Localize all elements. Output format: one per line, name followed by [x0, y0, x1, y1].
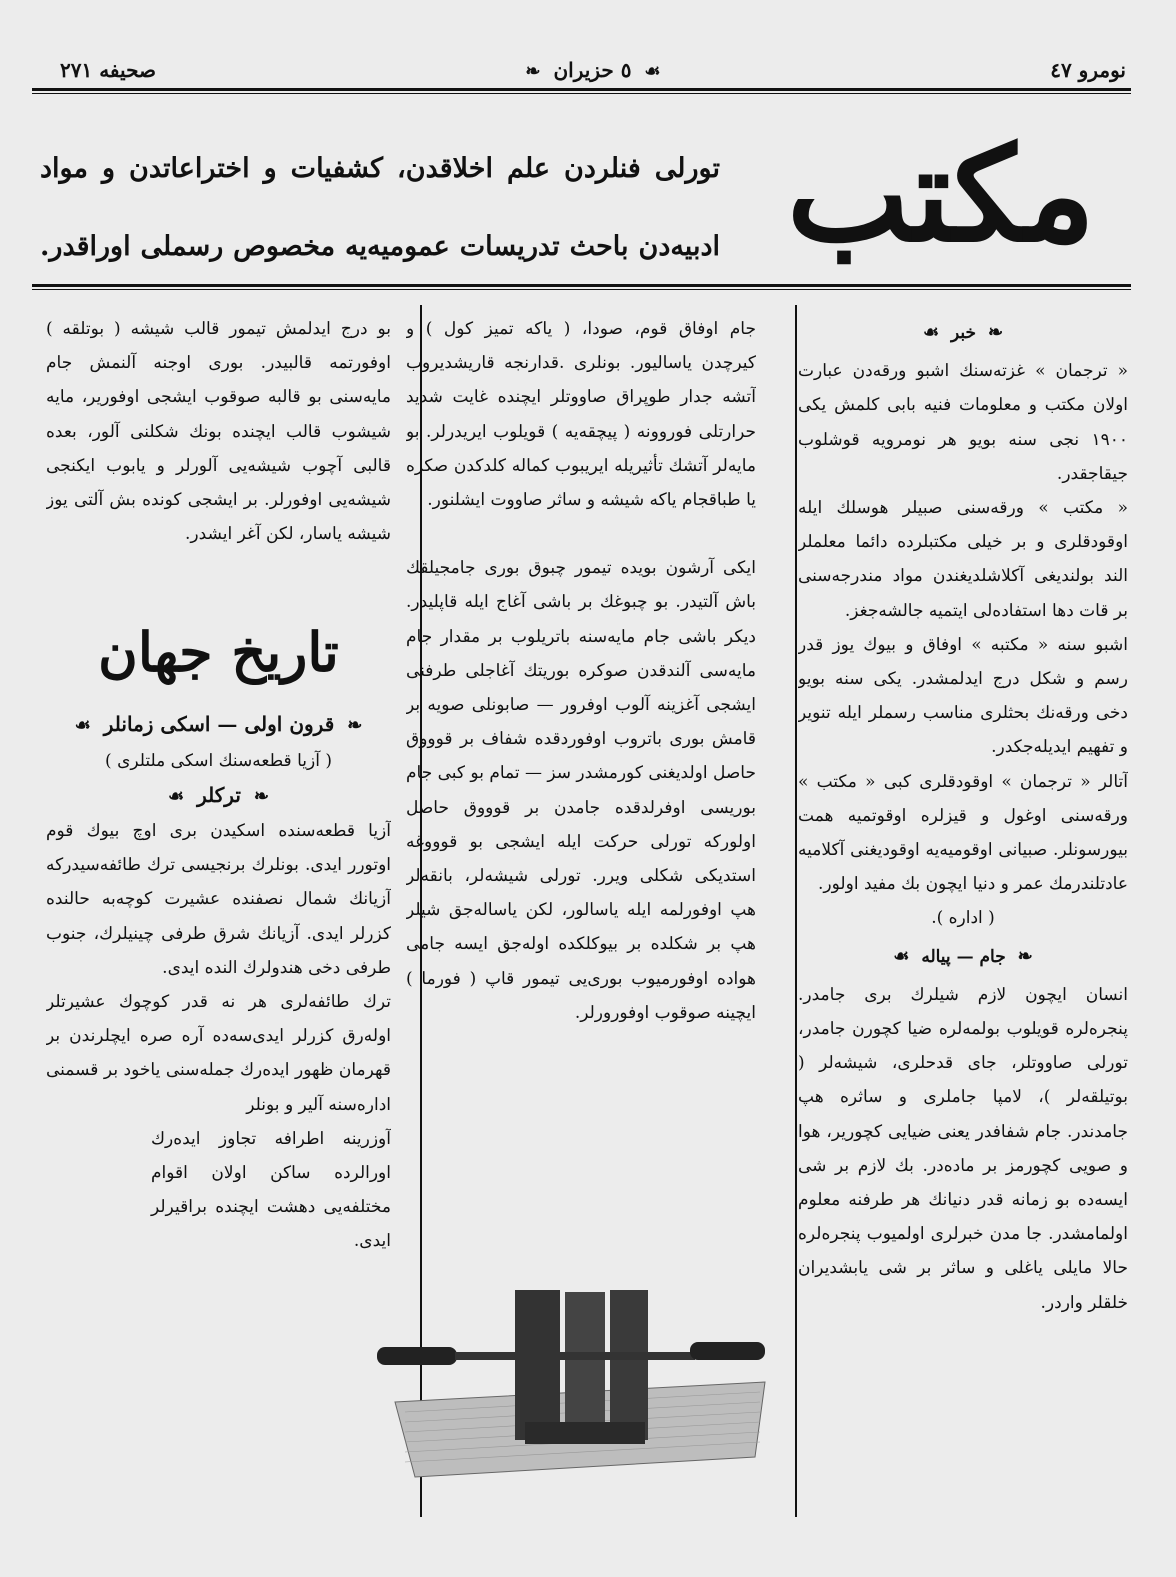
ornament-icon: ☙ [74, 715, 91, 737]
section-title-tarih: تاريخ جهان [98, 620, 339, 685]
page-number: صحيفه ٢٧١ [60, 58, 156, 82]
paragraph: آزيا قطعه‌سنده اسكيدن برى اوچ بيوك قوم اوتورر ايدى. بونلرك برنجيسى ترك طائفه‌سيدركه آزيانك شمال نصفنده عشيرت كوچه‌به حالنده كزرلر ايدى. آزيانك شرق طرفى چينيلرك، جنوب طرفى دخى هندولرك النده ايدى. [46, 821, 391, 978]
glass-heading: ❧ جام — پياله ☙ [893, 945, 1033, 967]
paragraph: بو درج ايدلمش تيمور قالب شيشه ( بوتلقه ) اوفورتمه قالبيدر. بورى اوجنه آلنمش جام مايه‌سنى بو قالبه صوقوب ايشجى اوفورير، مايه شيشوب قالب ايچنده بونك شكلنى آلور، بعده قالبى آچوب شيشه‌يى آلورلر و يابوب ايكنجى شيشه‌يى اوفورلر. بر ايشجى كونده بش آلتى يوز شيشه ياسار، لكن آغر ايشدر. [46, 319, 391, 545]
ornament-icon: ❧ [525, 61, 541, 82]
ornament-icon: ☙ [644, 61, 661, 82]
subheading: ❧ قرون اولى — اسكى زمانلر ☙ [74, 712, 363, 737]
paragraph: « مكتب » ورقه‌سنى صبيلر هوسلك ايله اوقودقلرى و بر خيلى مكتبلرده دائما معلملر الند بولنديغى آكلاشلديغندن مواد مندرجه‌سنى بر قات دها استفاده‌لى ايتميه جالشه‌جغز. [798, 498, 1128, 621]
paragraph: انسان ايچون لازم شيلرك برى جامدر. پنجره‌لره قويلوب بولمه‌لره ضيا كچورن جامدر، تورلى صاووتلر، جاى قدحلرى، شيشه‌لر ( بوتيلقه‌لر )، لامپا جاملرى و ساثره هپ جامدندر. جام شفافدر يعنى ضيايى كچورير، هوا و صويى كچورمز بر ماده‌در. بك لازم بر شى ايسه‌ده بو زمانه قدر دنيانك هر طرفنه معلوم اولمامشدر. جا مدن خبرلرى اولميوب پنجره‌لره حالا مايلى ياغلى و ساثر بر شى يابشديران خلقلر واردر. [798, 984, 1128, 1313]
masthead-description: تورلى فنلردن علم اخلاقدن، كشفيات و اختراعاتدن و مواد ادبيه‌دن باحث تدريسات عموميه‌يه مخصوص رسملى اوراقدر. [40, 153, 720, 262]
ornament-icon: ❧ [253, 785, 269, 807]
column-divider [795, 305, 797, 1517]
masthead-title: مكتب [786, 118, 1096, 271]
paragraph: آتالر « ترجمان » اوقودقلرى كبى « مكتب » ورقه‌سنى اوغول و قيزلره اوقوتميه همت بيورسونلر. صبيانى اوقوميه‌يه اوقوديغنى آكلاميه عادتلندرمك عمر و دنيا ايچون بك مفيد اولور. [798, 771, 1128, 895]
ornament-icon: ❧ [987, 322, 1004, 343]
signature: ( اداره ). [931, 908, 995, 929]
date-text: ٥ حزيران [553, 58, 632, 82]
masthead-rule [32, 284, 1131, 290]
paragraph: جام اوفاق قوم، صودا، ( ياكه تميز كول ) و كيرچدن ياساليور. بونلرى .قدارنجه قاريشديروب آتشه جدار طوپراق صاووتلر ايچنده غايت شديد حرارتلى فوروونه ( پيچقه‌يه ) قويلوب ايريدرلر. بو مايه‌لر آتشك تأثيريله ايريبوب كماله كلدكدن صكره يا طباقجام ياكه شيشه و ساثر صاووت ايشلنور. [406, 319, 756, 511]
paragraph: « ترجمان » غزته‌سنك اشبو ورقه‌دن عبارت اولان مكتب و معلومات فنيه بابى كلمش يكى ١٩٠٠ نجى سنه بويو هر نومرويه قوشلوب جيقاجقدر. [798, 361, 1128, 484]
column-middle [406, 312, 756, 1277]
glass-blowing-mold-illustration [375, 1282, 770, 1482]
page-header [60, 52, 1126, 92]
subheading-note: ( آزيا قطعه‌سنك اسكى ملتلرى ) [105, 750, 332, 771]
subheading-turks: ❧ تركلر ☙ [168, 782, 269, 807]
ornament-icon: ☙ [893, 945, 910, 967]
ornament-icon: ❧ [347, 715, 363, 737]
paragraph: ايكى آرشون بويده تيمور چبوق بورى جامجيلقك باش آلتيدر. بو چبوغك بر باشى آغاج ايله قاپليدر. ديكر باشى جام مايه‌سنه باتريلوب بر مقدار جام مايه‌سى آلندقدن صوكره بوريتك آغاجلى طرفنى ايشجى آغزينه آلوب اوفرور — صابونلى صويه بر قامش بورى باتروب اوفوردقده شفاف بر قوووق حاصل اولديغنى كورمشدر سز — تمام بو كبى جام بوريسى اوفرلدقده جامدن بر قوووق حاصل اولوركه تورلى حركت ايله ايشجى بو قوووغه استديكى شكلى ويرر. تورلى شيشه‌لر، بانقه‌لر هپ اوفورلمه ايله ياسالور، لكن ياساله‌جق شيلر هپ بر شكلده بر بيوكلكده اوله‌جق ايسه جامى هواده اوفورميوب بورى‌يى تيمور قاپ ( فورما ) ايچينه صوقوب اوفورورلر. [406, 558, 756, 1023]
paragraph: اشبو سنه « مكتبه » اوفاق و بيوك يوز قدر رسم و شكل درج ايدلمشدر. يكى سنه بويو دخى ورقه‌نك بحثلرى مناسب رسملر ايله تنوير و تفهيم ايديله‌جكدر. [798, 634, 1128, 758]
issue-number: نومرو ٤٧ [1050, 58, 1126, 82]
column-right [798, 312, 1128, 1517]
ornament-icon: ☙ [922, 322, 940, 343]
column-left [46, 312, 391, 1517]
ornament-icon: ❧ [1017, 945, 1033, 967]
header-date [60, 58, 1126, 82]
paragraph: ترك طائفه‌لرى هر نه قدر كوچوك عشيرتلر اوله‌رق كزرلر ايدى‌سه‌ده آره صره ايچلرندن بر قهرمان ظهور ايده‌رك جمله‌سنى ياخود بر قسمنى اداره‌سنه آلير و بونلر [46, 992, 391, 1115]
paragraph: آوزرينه اطرافه تجاوز ايده‌رك اورالرده ساكن اولان اقوام مختلفه‌يى دهشت ايچنده براقيرلر ايدى. [151, 1128, 391, 1252]
news-heading: ❧ خبر ☙ [922, 322, 1004, 343]
header-rule [32, 88, 1131, 94]
ornament-icon: ☙ [168, 785, 185, 807]
